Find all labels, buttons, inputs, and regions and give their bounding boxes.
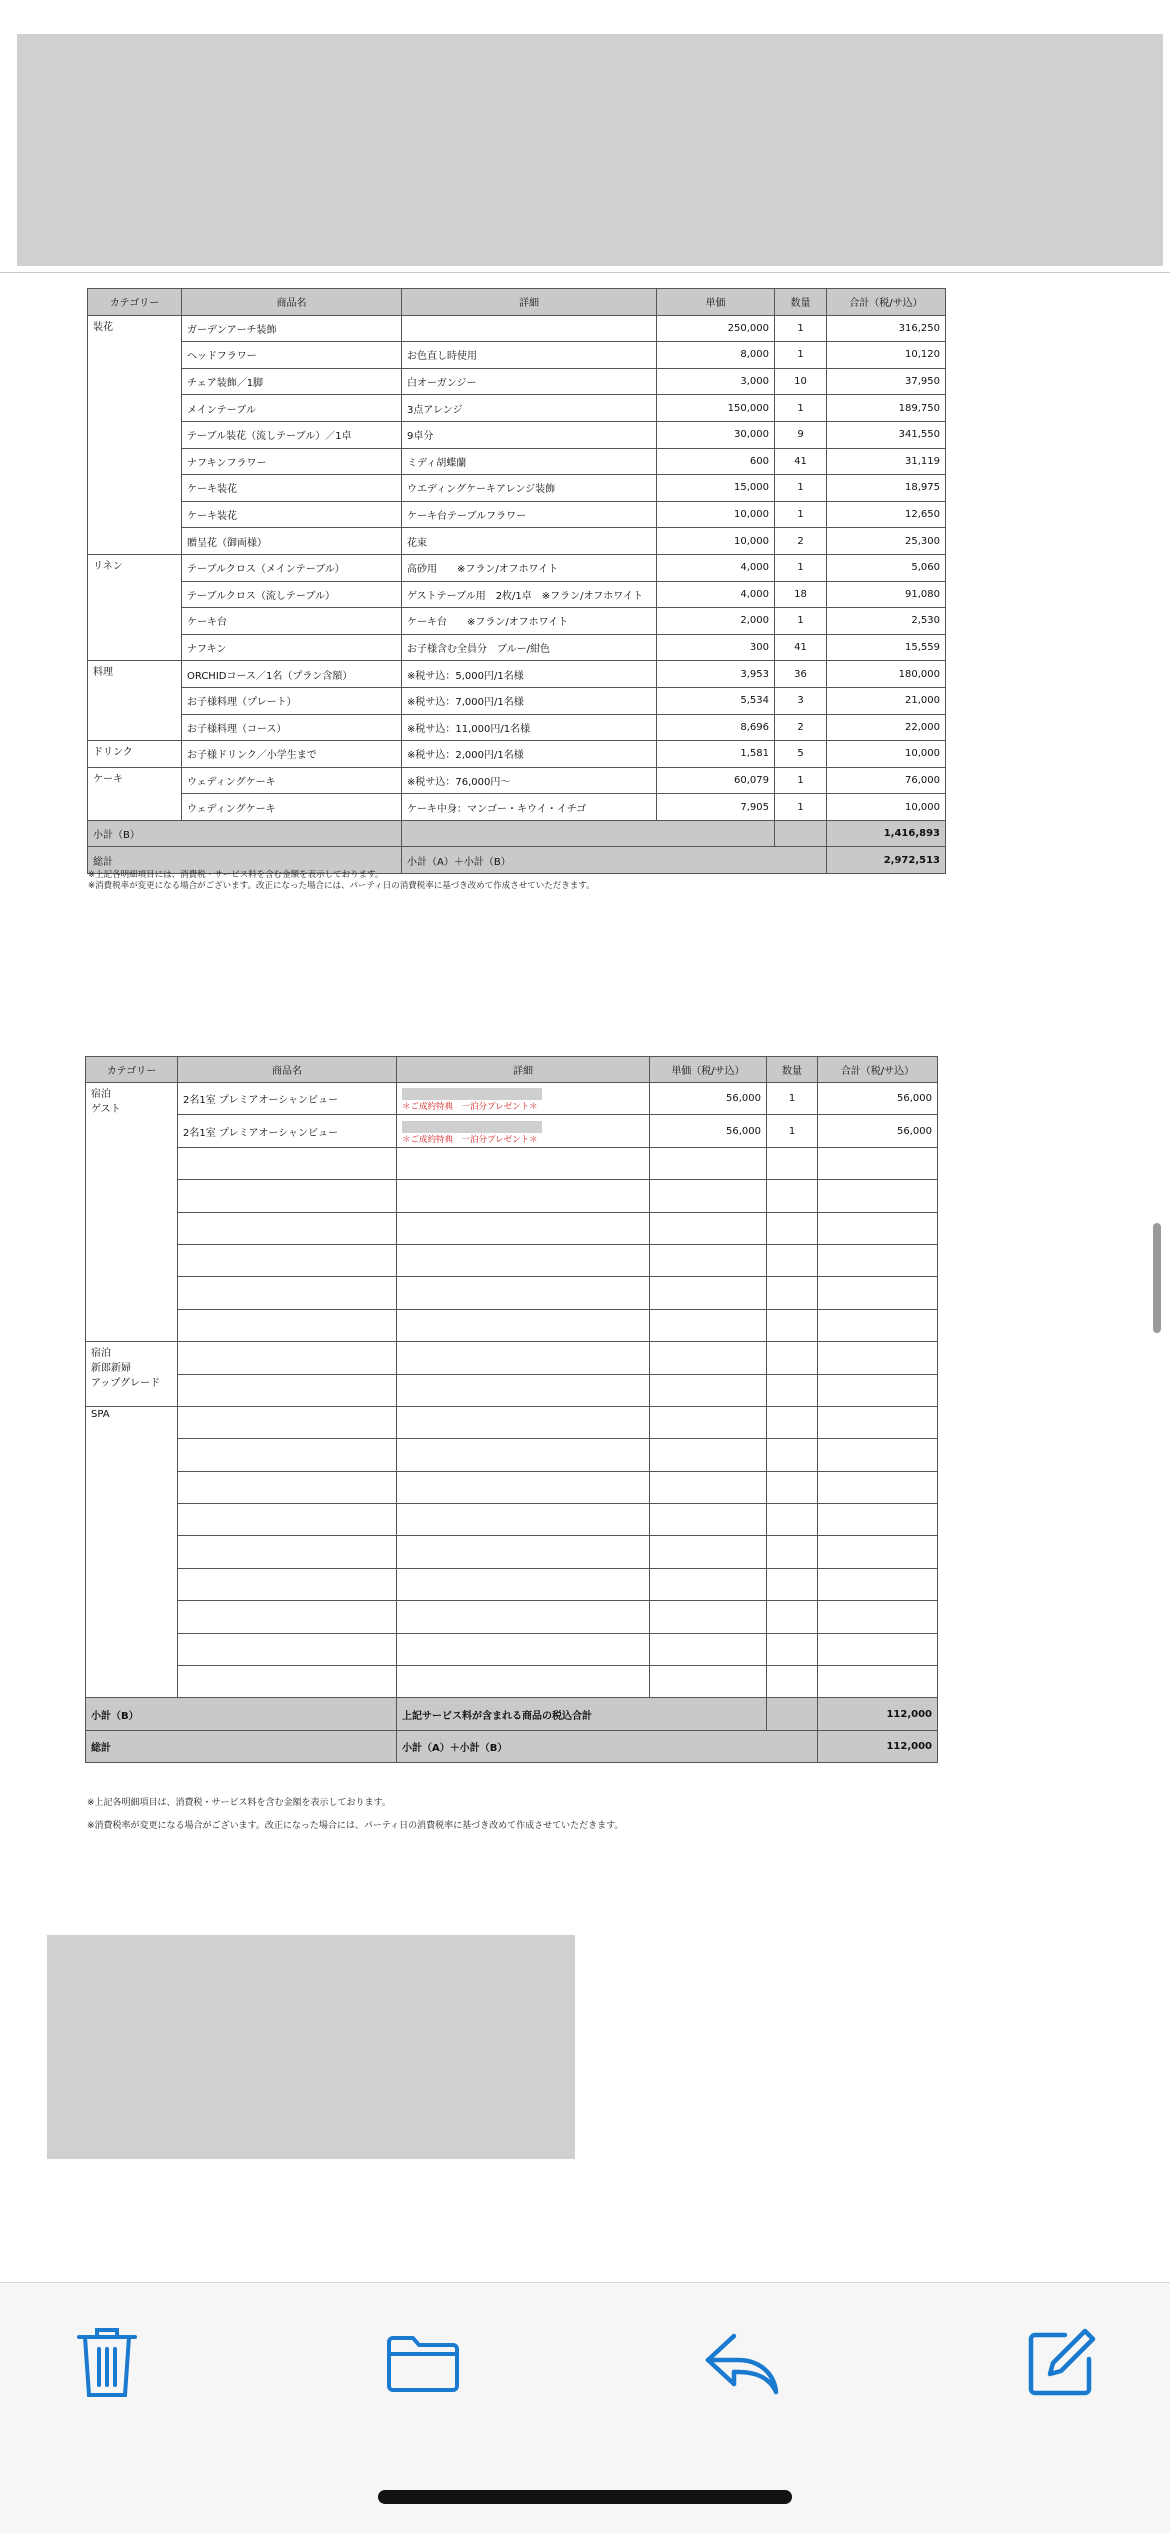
empty-cell [178, 1374, 397, 1406]
empty-cell [178, 1666, 397, 1698]
empty-cell [767, 1342, 818, 1374]
table-row [88, 634, 946, 661]
empty-cell [178, 1277, 397, 1309]
empty-cell [178, 1504, 397, 1536]
empty-cell [767, 1471, 818, 1503]
detail-cell: 花束 [402, 528, 657, 555]
table-row [86, 1342, 938, 1374]
empty-cell [650, 1147, 767, 1179]
category-line: 宿泊 [91, 1348, 111, 1360]
empty-cell [767, 1374, 818, 1406]
detail-cell [397, 1115, 650, 1147]
item-cell: テーブルクロス（流しテーブル） [182, 581, 402, 608]
table-header-row [86, 1057, 938, 1083]
table-row [88, 421, 946, 448]
total-cell: 2,530 [827, 608, 946, 635]
table-row [88, 714, 946, 741]
item-cell: ヘッドフラワー [182, 342, 402, 369]
price-cell: 300 [657, 634, 775, 661]
table-row [86, 1212, 938, 1244]
table-row [86, 1406, 938, 1438]
detail-cell [397, 1083, 650, 1115]
detail-cell: ミディ胡蝶蘭 [402, 448, 657, 475]
table-row [88, 554, 946, 581]
price-cell: 56,000 [650, 1083, 767, 1115]
empty-cell [178, 1471, 397, 1503]
total-cell: 21,000 [827, 687, 946, 714]
category-cell [86, 1406, 178, 1698]
empty-cell [818, 1342, 938, 1374]
empty-cell [397, 1244, 650, 1276]
table-row [88, 581, 946, 608]
empty-cell [178, 1180, 397, 1212]
table-row [86, 1309, 938, 1341]
qty-cell: 36 [775, 661, 827, 688]
category-cell: 装花 [88, 315, 182, 554]
empty-cell [397, 1147, 650, 1179]
col-header: 単価 [657, 289, 775, 316]
promo-text: ＊ご成約特典 一泊分プレゼント＊ [402, 1134, 538, 1145]
qty-cell: 1 [775, 475, 827, 502]
qty-cell: 10 [775, 368, 827, 395]
empty-cell [767, 1277, 818, 1309]
item-cell: 贈呈花（御両様） [182, 528, 402, 555]
compose-button[interactable] [1016, 2323, 1106, 2403]
empty-cell [397, 1212, 650, 1244]
empty-cell [397, 1471, 650, 1503]
empty-cell [397, 1568, 650, 1600]
empty-cell [397, 1309, 650, 1341]
item-cell: 2名1室 プレミアオーシャンビュー [178, 1115, 397, 1147]
detail-cell: ケーキ中身：マンゴー・キウイ・イチゴ [402, 794, 657, 821]
empty-cell [397, 1406, 650, 1438]
delete-button[interactable] [62, 2323, 152, 2403]
empty-cell [650, 1309, 767, 1341]
empty-cell [818, 1633, 938, 1665]
empty-cell [767, 1568, 818, 1600]
empty-cell [650, 1244, 767, 1276]
category-cell: ドリンク [88, 741, 182, 768]
compose-icon [1025, 2327, 1097, 2399]
detail-cell [402, 315, 657, 342]
empty-cell [178, 1342, 397, 1374]
category-cell: リネン [88, 554, 182, 660]
empty-cell [818, 1536, 938, 1568]
price-cell: 10,000 [657, 528, 775, 555]
total-cell: 56,000 [818, 1115, 938, 1147]
table-row [88, 475, 946, 502]
reply-icon [704, 2330, 780, 2396]
category-cell [86, 1342, 178, 1407]
empty-cell [767, 1147, 818, 1179]
total-value: 2,972,513 [827, 847, 946, 874]
price-cell: 60,079 [657, 767, 775, 794]
total-cell: 189,750 [827, 395, 946, 422]
empty-cell [650, 1536, 767, 1568]
total-cell: 37,950 [827, 368, 946, 395]
qty-cell: 1 [775, 767, 827, 794]
total-cell: 31,119 [827, 448, 946, 475]
price-cell: 250,000 [657, 315, 775, 342]
empty-cell [650, 1406, 767, 1438]
category-line: SPA [91, 1408, 110, 1420]
table-row [86, 1083, 938, 1115]
empty-cell [818, 1147, 938, 1179]
item-cell: ガーデンアーチ装飾 [182, 315, 402, 342]
total-cell: 5,060 [827, 554, 946, 581]
empty-cell [818, 1666, 938, 1698]
table-row [88, 368, 946, 395]
empty-cell [767, 1536, 818, 1568]
col-header: 詳細 [397, 1057, 650, 1083]
empty-cell [818, 1212, 938, 1244]
empty-cell [178, 1633, 397, 1665]
table-row [88, 687, 946, 714]
redacted-image-block [47, 1935, 575, 2159]
empty-cell [818, 1277, 938, 1309]
empty-cell [178, 1439, 397, 1471]
category-line: ゲスト [91, 1104, 121, 1115]
category-line: アップグレード [91, 1378, 160, 1390]
empty-cell [818, 1244, 938, 1276]
detail-cell: 3点アレンジ [402, 395, 657, 422]
detail-cell: ※税サ込：76,000円〜 [402, 767, 657, 794]
total-row [86, 1730, 938, 1762]
empty-cell [397, 1439, 650, 1471]
footnote-1: ※上記各明細項目は、消費税・サービス料を含む金額を表示しております。 [87, 1798, 391, 1808]
price-cell: 3,953 [657, 661, 775, 688]
price-cell: 8,696 [657, 714, 775, 741]
qty-cell: 1 [775, 315, 827, 342]
qty-cell: 18 [775, 581, 827, 608]
empty-cell [818, 1374, 938, 1406]
item-cell: 2名1室 プレミアオーシャンビュー [178, 1083, 397, 1115]
detail-cell: ※税サ込：7,000円/1名様 [402, 687, 657, 714]
estimate-table-1 [87, 288, 946, 874]
detail-cell: 白オーガンジー [402, 368, 657, 395]
table-row [86, 1504, 938, 1536]
redacted-text [402, 1121, 542, 1133]
total-cell: 180,000 [827, 661, 946, 688]
item-cell: ケーキ台 [182, 608, 402, 635]
price-cell: 30,000 [657, 421, 775, 448]
empty-cell [397, 1601, 650, 1633]
price-cell: 600 [657, 448, 775, 475]
total-formula: 小計（A）＋小計（B） [397, 1730, 818, 1762]
col-header: 単価（税/サ込） [650, 1057, 767, 1083]
item-cell: テーブルクロス（メインテーブル） [182, 554, 402, 581]
detail-cell: 高砂用 ※フラン/オフホワイト [402, 554, 657, 581]
table-row [86, 1244, 938, 1276]
detail-cell: ※税サ込：5,000円/1名様 [402, 661, 657, 688]
footnote-1: ※上記各明細項目には、消費税・サービス料を含む金額を表示しております。 [88, 870, 384, 880]
empty-cell [650, 1374, 767, 1406]
price-cell: 2,000 [657, 608, 775, 635]
subtotal-value: 112,000 [818, 1698, 938, 1730]
empty-cell [397, 1633, 650, 1665]
table-row [88, 395, 946, 422]
empty-cell [397, 1374, 650, 1406]
col-header: 数量 [767, 1057, 818, 1083]
empty-cell [397, 1504, 650, 1536]
empty-cell [818, 1471, 938, 1503]
qty-cell: 2 [775, 714, 827, 741]
footnote-2: ※消費税率が変更になる場合がございます。改正になった場合には、パーティ日の消費税率に基づき改めて作成させていただきます。 [87, 1821, 624, 1831]
item-cell: ウェディングケーキ [182, 794, 402, 821]
empty-cell [818, 1601, 938, 1633]
empty-cell [650, 1342, 767, 1374]
empty-cell [178, 1406, 397, 1438]
empty-cell [650, 1568, 767, 1600]
empty-cell [767, 1439, 818, 1471]
empty-cell [818, 1439, 938, 1471]
empty-cell [178, 1601, 397, 1633]
detail-cell: ケーキ台 ※フラン/オフホワイト [402, 608, 657, 635]
col-header: カテゴリー [88, 289, 182, 316]
price-cell: 150,000 [657, 395, 775, 422]
table-header-row [88, 289, 946, 316]
table-row [88, 767, 946, 794]
empty-cell [650, 1666, 767, 1698]
subtotal-value: 1,416,893 [827, 820, 946, 847]
table-row [86, 1601, 938, 1633]
col-header: 数量 [775, 289, 827, 316]
table-row [86, 1439, 938, 1471]
table-cell [767, 1698, 818, 1730]
category-cell: 料理 [88, 661, 182, 741]
price-cell: 4,000 [657, 581, 775, 608]
table-row [88, 741, 946, 768]
col-header: 商品名 [178, 1057, 397, 1083]
home-indicator[interactable] [378, 2490, 792, 2504]
item-cell: ナフキン [182, 634, 402, 661]
subtotal-row [86, 1698, 938, 1730]
table-row [88, 342, 946, 369]
table-row [86, 1666, 938, 1698]
total-cell: 91,080 [827, 581, 946, 608]
table-row [86, 1633, 938, 1665]
qty-cell: 1 [775, 608, 827, 635]
item-cell: ORCHIDコース／1名（プラン含額） [182, 661, 402, 688]
item-cell: ナフキンフラワー [182, 448, 402, 475]
total-label: 総計 [88, 847, 402, 874]
redacted-header-block [17, 34, 1163, 266]
total-cell: 76,000 [827, 767, 946, 794]
table-row [86, 1374, 938, 1406]
empty-cell [767, 1180, 818, 1212]
qty-cell: 1 [775, 794, 827, 821]
table-row [86, 1147, 938, 1179]
price-cell: 1,581 [657, 741, 775, 768]
table-row [88, 315, 946, 342]
qty-cell: 2 [775, 528, 827, 555]
empty-cell [650, 1601, 767, 1633]
table-row [88, 794, 946, 821]
qty-cell: 1 [767, 1083, 818, 1115]
empty-cell [818, 1504, 938, 1536]
category-line: 宿泊 [91, 1089, 111, 1100]
category-cell [86, 1083, 178, 1342]
table-row [86, 1536, 938, 1568]
qty-cell: 1 [775, 395, 827, 422]
col-header: 合計（税/サ込） [827, 289, 946, 316]
table-row [86, 1277, 938, 1309]
divider [0, 272, 1170, 273]
empty-cell [650, 1277, 767, 1309]
qty-cell: 3 [775, 687, 827, 714]
empty-cell [650, 1471, 767, 1503]
total-cell: 18,975 [827, 475, 946, 502]
empty-cell [767, 1504, 818, 1536]
item-cell: ケーキ装花 [182, 475, 402, 502]
table-row [88, 448, 946, 475]
total-cell: 10,000 [827, 794, 946, 821]
total-cell: 10,120 [827, 342, 946, 369]
detail-cell: ケーキ台テーブルフラワー [402, 501, 657, 528]
table-row [88, 501, 946, 528]
table-row [88, 528, 946, 555]
total-formula: 小計（A）＋小計（B） [402, 847, 827, 874]
subtotal-label: 小計（B） [88, 820, 402, 847]
empty-cell [818, 1568, 938, 1600]
item-cell: メインテーブル [182, 395, 402, 422]
empty-cell [650, 1180, 767, 1212]
col-header: 商品名 [182, 289, 402, 316]
total-cell: 12,650 [827, 501, 946, 528]
price-cell: 15,000 [657, 475, 775, 502]
empty-cell [397, 1342, 650, 1374]
empty-cell [178, 1568, 397, 1600]
price-cell: 56,000 [650, 1115, 767, 1147]
qty-cell: 41 [775, 448, 827, 475]
qty-cell: 1 [775, 342, 827, 369]
table-cell [402, 820, 775, 847]
empty-cell [178, 1147, 397, 1179]
item-cell: お子様料理（コース） [182, 714, 402, 741]
empty-cell [178, 1212, 397, 1244]
redacted-text [402, 1088, 542, 1100]
empty-cell [397, 1277, 650, 1309]
detail-cell: ゲストテーブル用 2枚/1卓 ※フラン/オフホワイト [402, 581, 657, 608]
total-value: 112,000 [818, 1730, 938, 1762]
price-cell: 8,000 [657, 342, 775, 369]
trash-icon [75, 2325, 139, 2401]
subtotal-row [88, 820, 946, 847]
qty-cell: 1 [767, 1115, 818, 1147]
estimate-table-2 [85, 1056, 938, 1763]
total-cell: 56,000 [818, 1083, 938, 1115]
total-cell: 10,000 [827, 741, 946, 768]
col-header: カテゴリー [86, 1057, 178, 1083]
footnote-2: ※消費税率が変更になる場合がございます。改正になった場合には、パーティ日の消費税率に基づき改めて作成させていただきます。 [88, 881, 595, 891]
empty-cell [767, 1601, 818, 1633]
table-row [88, 661, 946, 688]
table-row [86, 1180, 938, 1212]
empty-cell [397, 1666, 650, 1698]
item-cell: ケーキ装花 [182, 501, 402, 528]
col-header: 詳細 [402, 289, 657, 316]
detail-cell: ※税サ込：11,000円/1名様 [402, 714, 657, 741]
price-cell: 5,534 [657, 687, 775, 714]
detail-cell: お色直し時使用 [402, 342, 657, 369]
col-header: 合計（税/サ込） [818, 1057, 938, 1083]
detail-cell: ※税サ込：2,000円/1名様 [402, 741, 657, 768]
category-cell: ケーキ [88, 767, 182, 820]
empty-cell [767, 1244, 818, 1276]
item-cell: テーブル装花（流しテーブル）／1卓 [182, 421, 402, 448]
total-cell: 341,550 [827, 421, 946, 448]
qty-cell: 5 [775, 741, 827, 768]
price-cell: 7,905 [657, 794, 775, 821]
empty-cell [767, 1666, 818, 1698]
reply-button[interactable] [697, 2323, 787, 2403]
empty-cell [178, 1536, 397, 1568]
empty-cell [178, 1309, 397, 1341]
empty-cell [818, 1309, 938, 1341]
table-cell [775, 820, 827, 847]
subtotal-label: 小計（B） [86, 1698, 397, 1730]
table-row [86, 1115, 938, 1147]
price-cell: 4,000 [657, 554, 775, 581]
item-cell: お子様ドリンク／小学生まで [182, 741, 402, 768]
empty-cell [650, 1212, 767, 1244]
empty-cell [397, 1536, 650, 1568]
subtotal-note: 上記サービス料が含まれる商品の税込合計 [397, 1698, 767, 1730]
price-cell: 3,000 [657, 368, 775, 395]
empty-cell [397, 1180, 650, 1212]
scroll-indicator[interactable] [1153, 1223, 1161, 1333]
empty-cell [650, 1504, 767, 1536]
total-label: 総計 [86, 1730, 397, 1762]
item-cell: チェア装飾／1脚 [182, 368, 402, 395]
detail-cell: お子様含む全員分 ブルー/紺色 [402, 634, 657, 661]
category-line: 新郎新婦 [91, 1363, 131, 1375]
empty-cell [818, 1406, 938, 1438]
empty-cell [767, 1633, 818, 1665]
qty-cell: 1 [775, 554, 827, 581]
total-cell: 15,559 [827, 634, 946, 661]
table-row [88, 608, 946, 635]
empty-cell [767, 1406, 818, 1438]
empty-cell [767, 1309, 818, 1341]
total-cell: 22,000 [827, 714, 946, 741]
promo-text: ＊ご成約特典 一泊分プレゼント＊ [402, 1102, 538, 1113]
folder-icon [385, 2332, 461, 2394]
item-cell: お子様料理（プレート） [182, 687, 402, 714]
item-cell: ウェディングケーキ [182, 767, 402, 794]
price-cell: 10,000 [657, 501, 775, 528]
detail-cell: ウエディングケーキアレンジ装飾 [402, 475, 657, 502]
move-button[interactable] [378, 2323, 468, 2403]
empty-cell [178, 1244, 397, 1276]
total-cell: 316,250 [827, 315, 946, 342]
empty-cell [767, 1212, 818, 1244]
qty-cell: 9 [775, 421, 827, 448]
detail-cell: 9卓分 [402, 421, 657, 448]
table-row [86, 1471, 938, 1503]
empty-cell [650, 1439, 767, 1471]
table-row [86, 1568, 938, 1600]
empty-cell [818, 1180, 938, 1212]
total-cell: 25,300 [827, 528, 946, 555]
qty-cell: 1 [775, 501, 827, 528]
qty-cell: 41 [775, 634, 827, 661]
empty-cell [650, 1633, 767, 1665]
